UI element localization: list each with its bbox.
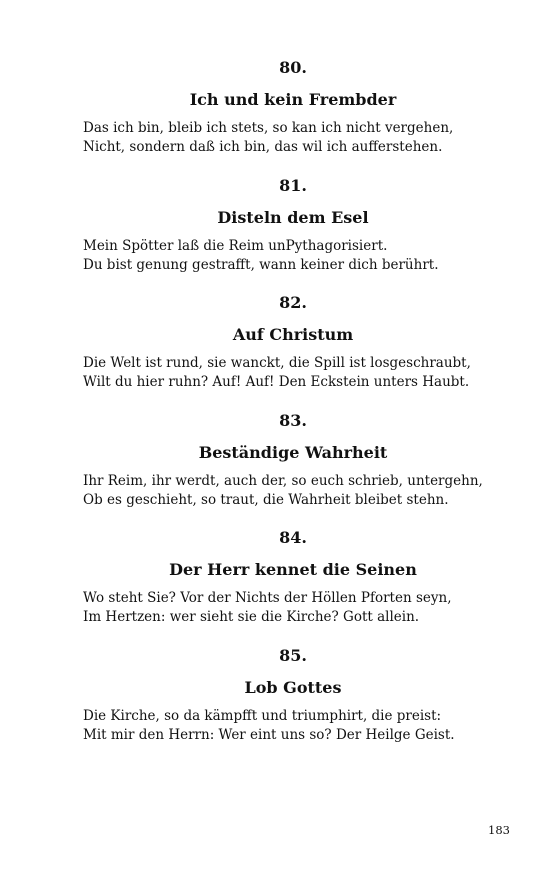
poem-text bbox=[83, 119, 503, 157]
poem-line: Die Welt ist rund, sie wanckt, die Spill ist losgeschraubt, bbox=[83, 355, 471, 371]
poem-81 bbox=[83, 176, 503, 275]
poem-number: 83. bbox=[279, 411, 307, 430]
poem-text bbox=[83, 237, 503, 275]
poem-line: Das ich bin, bleib ich stets, so kan ich nicht vergehen, bbox=[83, 120, 454, 136]
poem-line: Ob es geschieht, so traut, die Wahrheit bleibet stehn. bbox=[83, 492, 449, 508]
poem-line: Die Kirche, so da kämpfft und triumphirt, die preist: bbox=[83, 708, 442, 724]
poem-80 bbox=[83, 58, 503, 157]
poem-82 bbox=[83, 293, 503, 392]
poem-line: Mein Spötter laß die Reim unPythagorisiert. bbox=[83, 238, 388, 254]
poem-title: Lob Gottes bbox=[244, 678, 342, 697]
poem-number: 85. bbox=[279, 646, 307, 665]
poem-text bbox=[83, 472, 503, 510]
page-number: 183 bbox=[488, 823, 510, 837]
poem-line: Ihr Reim, ihr werdt, auch der, so euch schrieb, untergehn, bbox=[83, 473, 483, 489]
poem-number: 84. bbox=[279, 528, 307, 547]
poem-line: Mit mir den Herrn: Wer eint uns so? Der Heilge Geist. bbox=[83, 727, 455, 743]
poem-85 bbox=[83, 646, 503, 745]
poem-title: Beständige Wahrheit bbox=[198, 443, 388, 462]
poem-line: Nicht, sondern daß ich bin, das wil ich aufferstehen. bbox=[83, 139, 443, 155]
poem-line: Wilt du hier ruhn? Auf! Auf! Den Eckstein unters Haubt. bbox=[83, 374, 470, 390]
poem-number: 80. bbox=[279, 58, 307, 77]
poem-title: Auf Christum bbox=[232, 325, 354, 344]
poem-title: Ich und kein Frembder bbox=[189, 90, 397, 109]
poem-text bbox=[83, 354, 503, 392]
poem-title: Der Herr kennet die Seinen bbox=[169, 560, 417, 579]
poem-title: Disteln dem Esel bbox=[217, 208, 369, 227]
poem-line: Du bist genung gestrafft, wann keiner dich berührt. bbox=[83, 257, 439, 273]
poem-84 bbox=[83, 528, 503, 627]
poem-number: 82. bbox=[279, 293, 307, 312]
poem-text bbox=[83, 707, 503, 745]
poem-83 bbox=[83, 411, 503, 510]
poem-line: Wo steht Sie? Vor der Nichts der Höllen Pforten seyn, bbox=[83, 590, 452, 606]
poem-number: 81. bbox=[279, 176, 307, 195]
poem-text bbox=[83, 589, 503, 627]
poem-line: Im Hertzen: wer sieht sie die Kirche? Gott allein. bbox=[83, 609, 420, 625]
